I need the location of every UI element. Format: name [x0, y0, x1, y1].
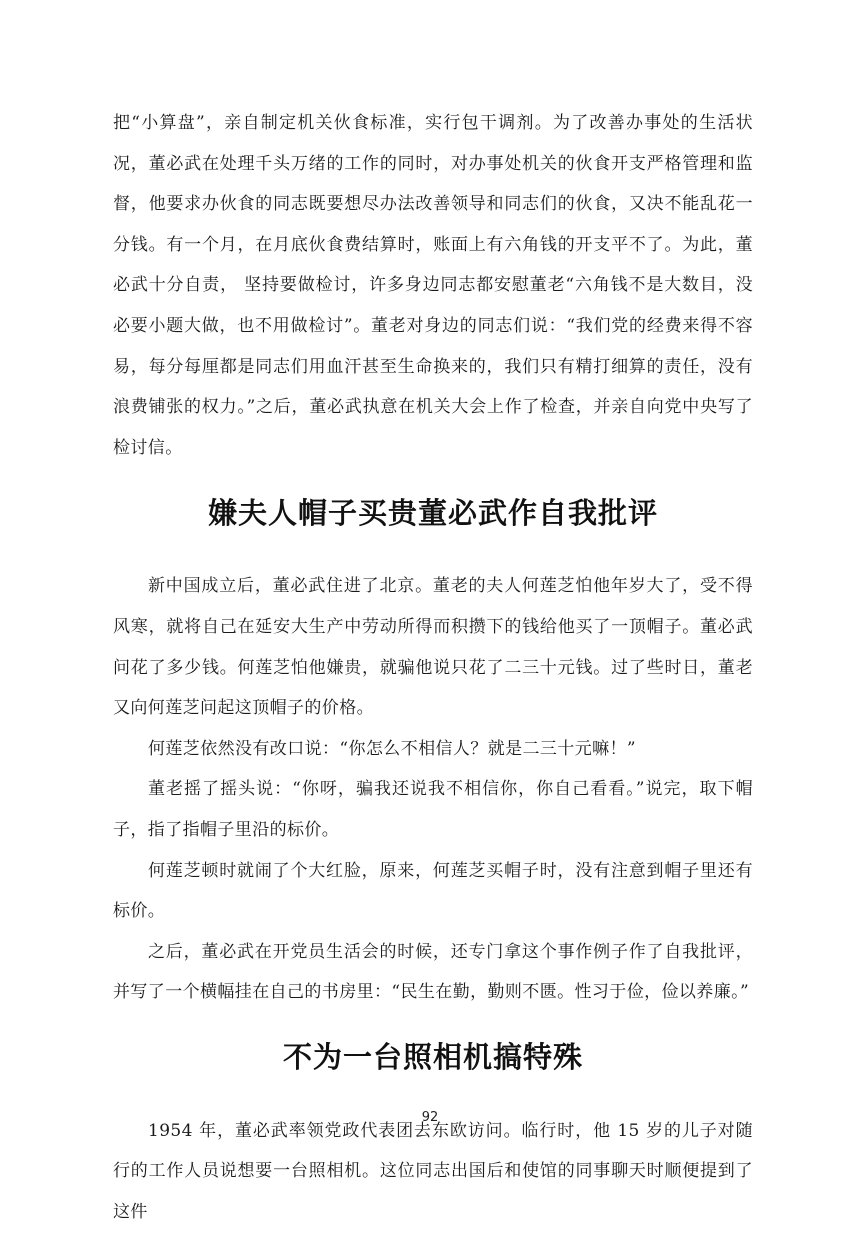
page-number: 92 [421, 1110, 439, 1125]
section-heading-hat: 嫌夫人帽子买贵董必武作自我批评 [207, 496, 658, 531]
section-heading-camera: 不为一台照相机搞特殊 [282, 1039, 583, 1074]
page-content [113, 103, 753, 1233]
body-paragraph: 董老摇了摇头说：“你呀，骗我还说我不相信你，你自己看看。”说完，取下帽子，指了指帽子里沿的标价。 [113, 779, 753, 840]
body-paragraph: 何莲芝依然没有改口说：“你怎么不相信人？就是二三十元嘛！” [148, 738, 636, 759]
continued-paragraph: 把“小算盘”，亲自制定机关伙食标准，实行包干调剂。为了改善办事处的生活状况，董必武在处理千头万绪的工作的同时，对办事处机关的伙食开支严格管理和监督，他要求办伙食的同志既要想尽办法改善领导和同志们的伙食，又决不能乱花一分钱。有一个月，在月底伙食费结算时，账面上有六角钱的开支平不了。为此，董必武十分自责， 坚持要做检讨，许多身边同志都安慰董老“六角钱不是大数目，没必要小题大做，也不用做检讨”。董老对身边的同志们说：“我们党的经费来得不容易，每分每厘都是同志们用血汗甚至生命换来的，我们只有精打细算的责任，没有浪费铺张的权力。”之后，董必武执意在机关大会上作了检查，并亲自向党中央写了检讨信。 [113, 113, 753, 458]
body-paragraph: 何莲芝顿时就闹了个大红脸，原来，何莲芝买帽子时，没有注意到帽子里还有标价。 [113, 860, 753, 922]
body-paragraph: 之后，董必武在开党员生活会的时候，还专门拿这个事作例子作了自我批评，并写了一个横幅挂在自己的书房里：“民生在勤，勤则不匮。性习于俭，俭以养廉。” [113, 941, 753, 1003]
body-paragraph: 新中国成立后，董必武住进了北京。董老的夫人何莲芝怕他年岁大了，受不得风寒，就将自己在延安大生产中劳动所得而积攒下的钱给他买了一顶帽子。董必武问花了多少钱。何莲芝怕他嫌贵，就骗他说只花了二三十元钱。过了些时日，董老又向何莲芝问起这顶帽子的价格。 [113, 576, 753, 719]
body-paragraph: 1954 年，董必武率领党政代表团去东欧访问。临行时，他 15 岁的儿子对随行的工作人员说想要一台照相机。这位同志出国后和使馆的同事聊天时顺便提到了这件 [113, 1120, 753, 1223]
